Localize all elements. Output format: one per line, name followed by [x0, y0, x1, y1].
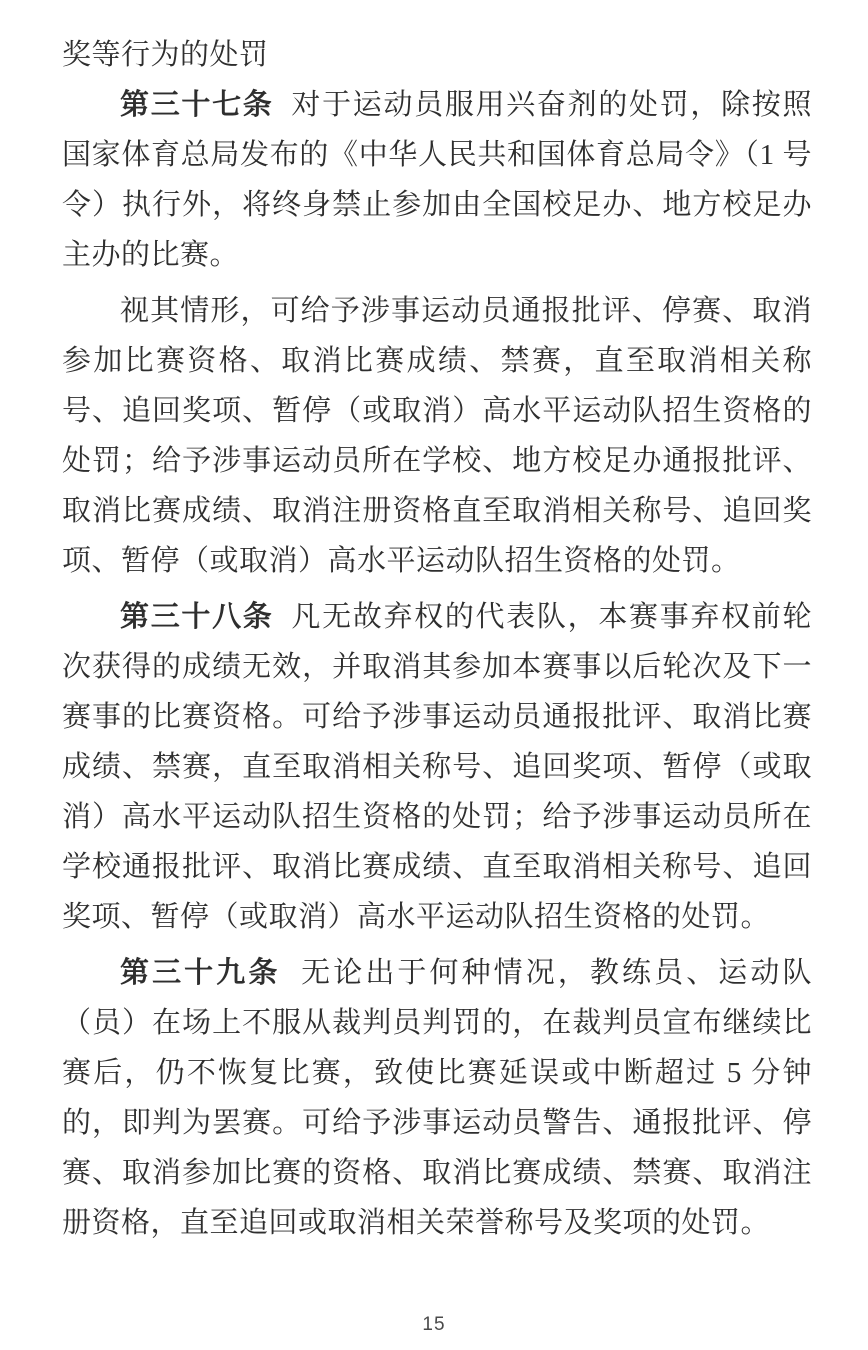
- article-37-sub-text: 视其情形，可给予涉事运动员通报批评、停赛、取消参加比赛资格、取消比赛成绩、禁赛，直至取消相关称号、追回奖项、暂停（或取消）高水平运动队招生资格的处罚；给予涉事运动员所在学校、地方校足办通报批评、取消比赛成绩、取消注册资格直至取消相关称号、追回奖项、暂停（或取消）高水平运动队招生资格的处罚。: [62, 295, 812, 577]
- article-39-paragraph: [62, 948, 812, 1248]
- article-39-number: 第三十九条: [120, 957, 281, 989]
- page-number: 15: [422, 1314, 446, 1335]
- article-37-subparagraph: [62, 286, 812, 586]
- page-footer: [0, 1314, 868, 1336]
- article-37-paragraph: [62, 80, 812, 280]
- article-39-text: 无论出于何种情况，教练员、运动队（员）在场上不服从裁判员判罚的，在裁判员宣布继续比赛后，仍不恢复比赛，致使比赛延误或中断超过 5 分钟的，即判为罢赛。可给予涉事运动员警告、通报批评、停赛、取消参加比赛的资格、取消比赛成绩、禁赛、取消注册资格，直至追回或取消相关荣誉称号及奖项的处罚。: [62, 957, 812, 1239]
- article-38-paragraph: [62, 592, 812, 942]
- article-37-text: 对于运动员服用兴奋剂的处罚，除按照国家体育总局发布的《中华人民共和国体育总局令》（1 号令）执行外，将终身禁止参加由全国校足办、地方校足办主办的比赛。: [62, 89, 812, 271]
- article-38-text: 凡无故弃权的代表队，本赛事弃权前轮次获得的成绩无效，并取消其参加本赛事以后轮次及下一赛事的比赛资格。可给予涉事运动员通报批评、取消比赛成绩、禁赛，直至取消相关称号、追回奖项、暂停（或取消）高水平运动队招生资格的处罚；给予涉事运动员所在学校通报批评、取消比赛成绩、直至取消相关称号、追回奖项、暂停（或取消）高水平运动队招生资格的处罚。: [62, 601, 812, 933]
- article-38-number: 第三十八条: [120, 601, 274, 633]
- section-heading-continuation: 奖等行为的处罚: [62, 39, 269, 71]
- article-37-number: 第三十七条: [120, 89, 274, 121]
